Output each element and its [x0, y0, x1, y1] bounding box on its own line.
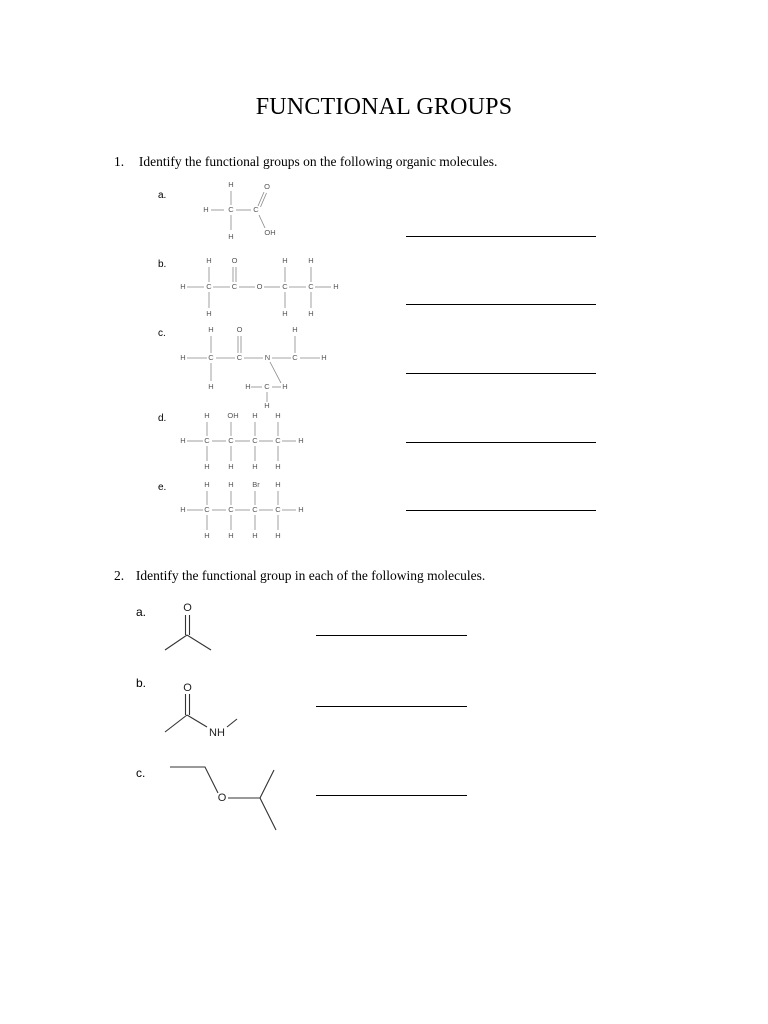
- atom-h: H: [264, 400, 270, 410]
- q2-item-a-label: a.: [136, 605, 147, 619]
- atom-c: C: [204, 504, 210, 514]
- atom-h: H: [204, 479, 210, 489]
- question-1-text: Identify the functional groups on the following organic molecules.: [138, 154, 498, 169]
- atom-h: H: [298, 504, 304, 514]
- atom-c: C: [204, 435, 210, 445]
- atom-c: C: [292, 352, 298, 362]
- atom-c: C: [252, 435, 258, 445]
- atom-o: O: [183, 681, 192, 694]
- atom-h: H: [275, 530, 281, 540]
- atom-c: C: [275, 504, 281, 514]
- atom-br: Br: [252, 479, 260, 489]
- question-1: [114, 154, 497, 170]
- atom-h: H: [228, 530, 234, 540]
- atom-h: H: [204, 461, 210, 471]
- atom-n: N: [264, 352, 271, 362]
- molecule-acetone-skeletal: [160, 598, 220, 658]
- atom-h: H: [245, 381, 251, 391]
- atom-c: C: [231, 281, 238, 291]
- molecule-ethyl-acetate: [178, 253, 348, 321]
- q1-item-e-label: e.: [158, 482, 167, 493]
- answer-line-q1-a[interactable]: [406, 236, 596, 237]
- atom-oh: OH: [227, 410, 239, 420]
- atom-h: H: [180, 281, 186, 291]
- atom-h: H: [282, 255, 288, 265]
- atom-oh: OH: [264, 227, 276, 237]
- answer-line-q2-c[interactable]: [316, 795, 467, 796]
- atom-c: C: [275, 435, 281, 445]
- atom-o: O: [183, 601, 192, 614]
- atom-c: C: [228, 204, 234, 214]
- q2-item-b-label: b.: [136, 676, 147, 690]
- atom-h: H: [206, 308, 212, 318]
- q2-item-c-label: c.: [136, 766, 146, 780]
- atom-c: C: [282, 281, 288, 291]
- atom-o: O: [256, 281, 263, 291]
- q1-item-a-label: a.: [158, 190, 167, 201]
- atom-h: H: [321, 352, 327, 362]
- atom-h: H: [292, 324, 298, 334]
- atom-h: H: [208, 381, 214, 391]
- atom-c: C: [264, 381, 270, 391]
- molecule-methylacetamide-skeletal: [160, 678, 250, 748]
- atom-c: C: [228, 435, 234, 445]
- atom-h: H: [282, 308, 288, 318]
- atom-h: H: [208, 324, 214, 334]
- question-2: [114, 568, 485, 584]
- atom-h: H: [252, 461, 258, 471]
- atom-h: H: [228, 231, 234, 241]
- page-title: FUNCTIONAL GROUPS: [255, 94, 513, 120]
- atom-c: C: [236, 352, 243, 362]
- atom-c: C: [206, 281, 212, 291]
- question-2-text: Identify the functional group in each of the following molecules.: [135, 568, 486, 583]
- atom-h: H: [333, 281, 339, 291]
- atom-c: C: [208, 352, 214, 362]
- atom-h: H: [252, 530, 258, 540]
- molecule-ether-skeletal: [160, 760, 290, 840]
- molecule-bromobutane: [178, 479, 313, 543]
- answer-line-q1-d[interactable]: [406, 442, 596, 443]
- atom-h: H: [180, 352, 186, 362]
- atom-h: H: [282, 381, 288, 391]
- molecule-butanol: [178, 410, 313, 474]
- answer-line-q2-b[interactable]: [316, 706, 467, 707]
- question-2-number: 2.: [114, 568, 125, 583]
- atom-h: H: [275, 461, 281, 471]
- answer-line-q1-c[interactable]: [406, 373, 596, 374]
- q1-item-c-label: c.: [158, 328, 166, 339]
- atom-o: O: [236, 324, 243, 334]
- atom-h: H: [228, 179, 234, 189]
- atom-c: C: [228, 504, 234, 514]
- atom-o: O: [217, 791, 227, 804]
- atom-h: H: [308, 308, 314, 318]
- atom-o: O: [231, 255, 238, 265]
- atom-h: H: [180, 435, 186, 445]
- atom-h: H: [298, 435, 304, 445]
- atom-o: O: [264, 181, 270, 191]
- atom-h: H: [204, 530, 210, 540]
- atom-c: C: [308, 281, 314, 291]
- atom-h: H: [252, 410, 258, 420]
- answer-line-q1-e[interactable]: [406, 510, 596, 511]
- atom-h: H: [203, 204, 209, 214]
- question-1-number: 1.: [114, 154, 125, 169]
- atom-h: H: [308, 255, 314, 265]
- atom-c: C: [252, 504, 258, 514]
- atom-h: H: [204, 410, 210, 420]
- answer-line-q2-a[interactable]: [316, 635, 467, 636]
- answer-line-q1-b[interactable]: [406, 304, 596, 305]
- atom-h: H: [228, 479, 234, 489]
- atom-nh: NH: [209, 726, 225, 739]
- atom-c: C: [253, 204, 259, 214]
- atom-h: H: [206, 255, 212, 265]
- molecule-dimethylacetamide: [178, 322, 338, 412]
- atom-h: H: [228, 461, 234, 471]
- atom-h: H: [275, 410, 281, 420]
- q1-item-d-label: d.: [158, 413, 167, 424]
- molecule-acetic-acid: [195, 178, 285, 242]
- atom-h: H: [275, 479, 281, 489]
- atom-h: H: [180, 504, 186, 514]
- q1-item-b-label: b.: [158, 259, 167, 270]
